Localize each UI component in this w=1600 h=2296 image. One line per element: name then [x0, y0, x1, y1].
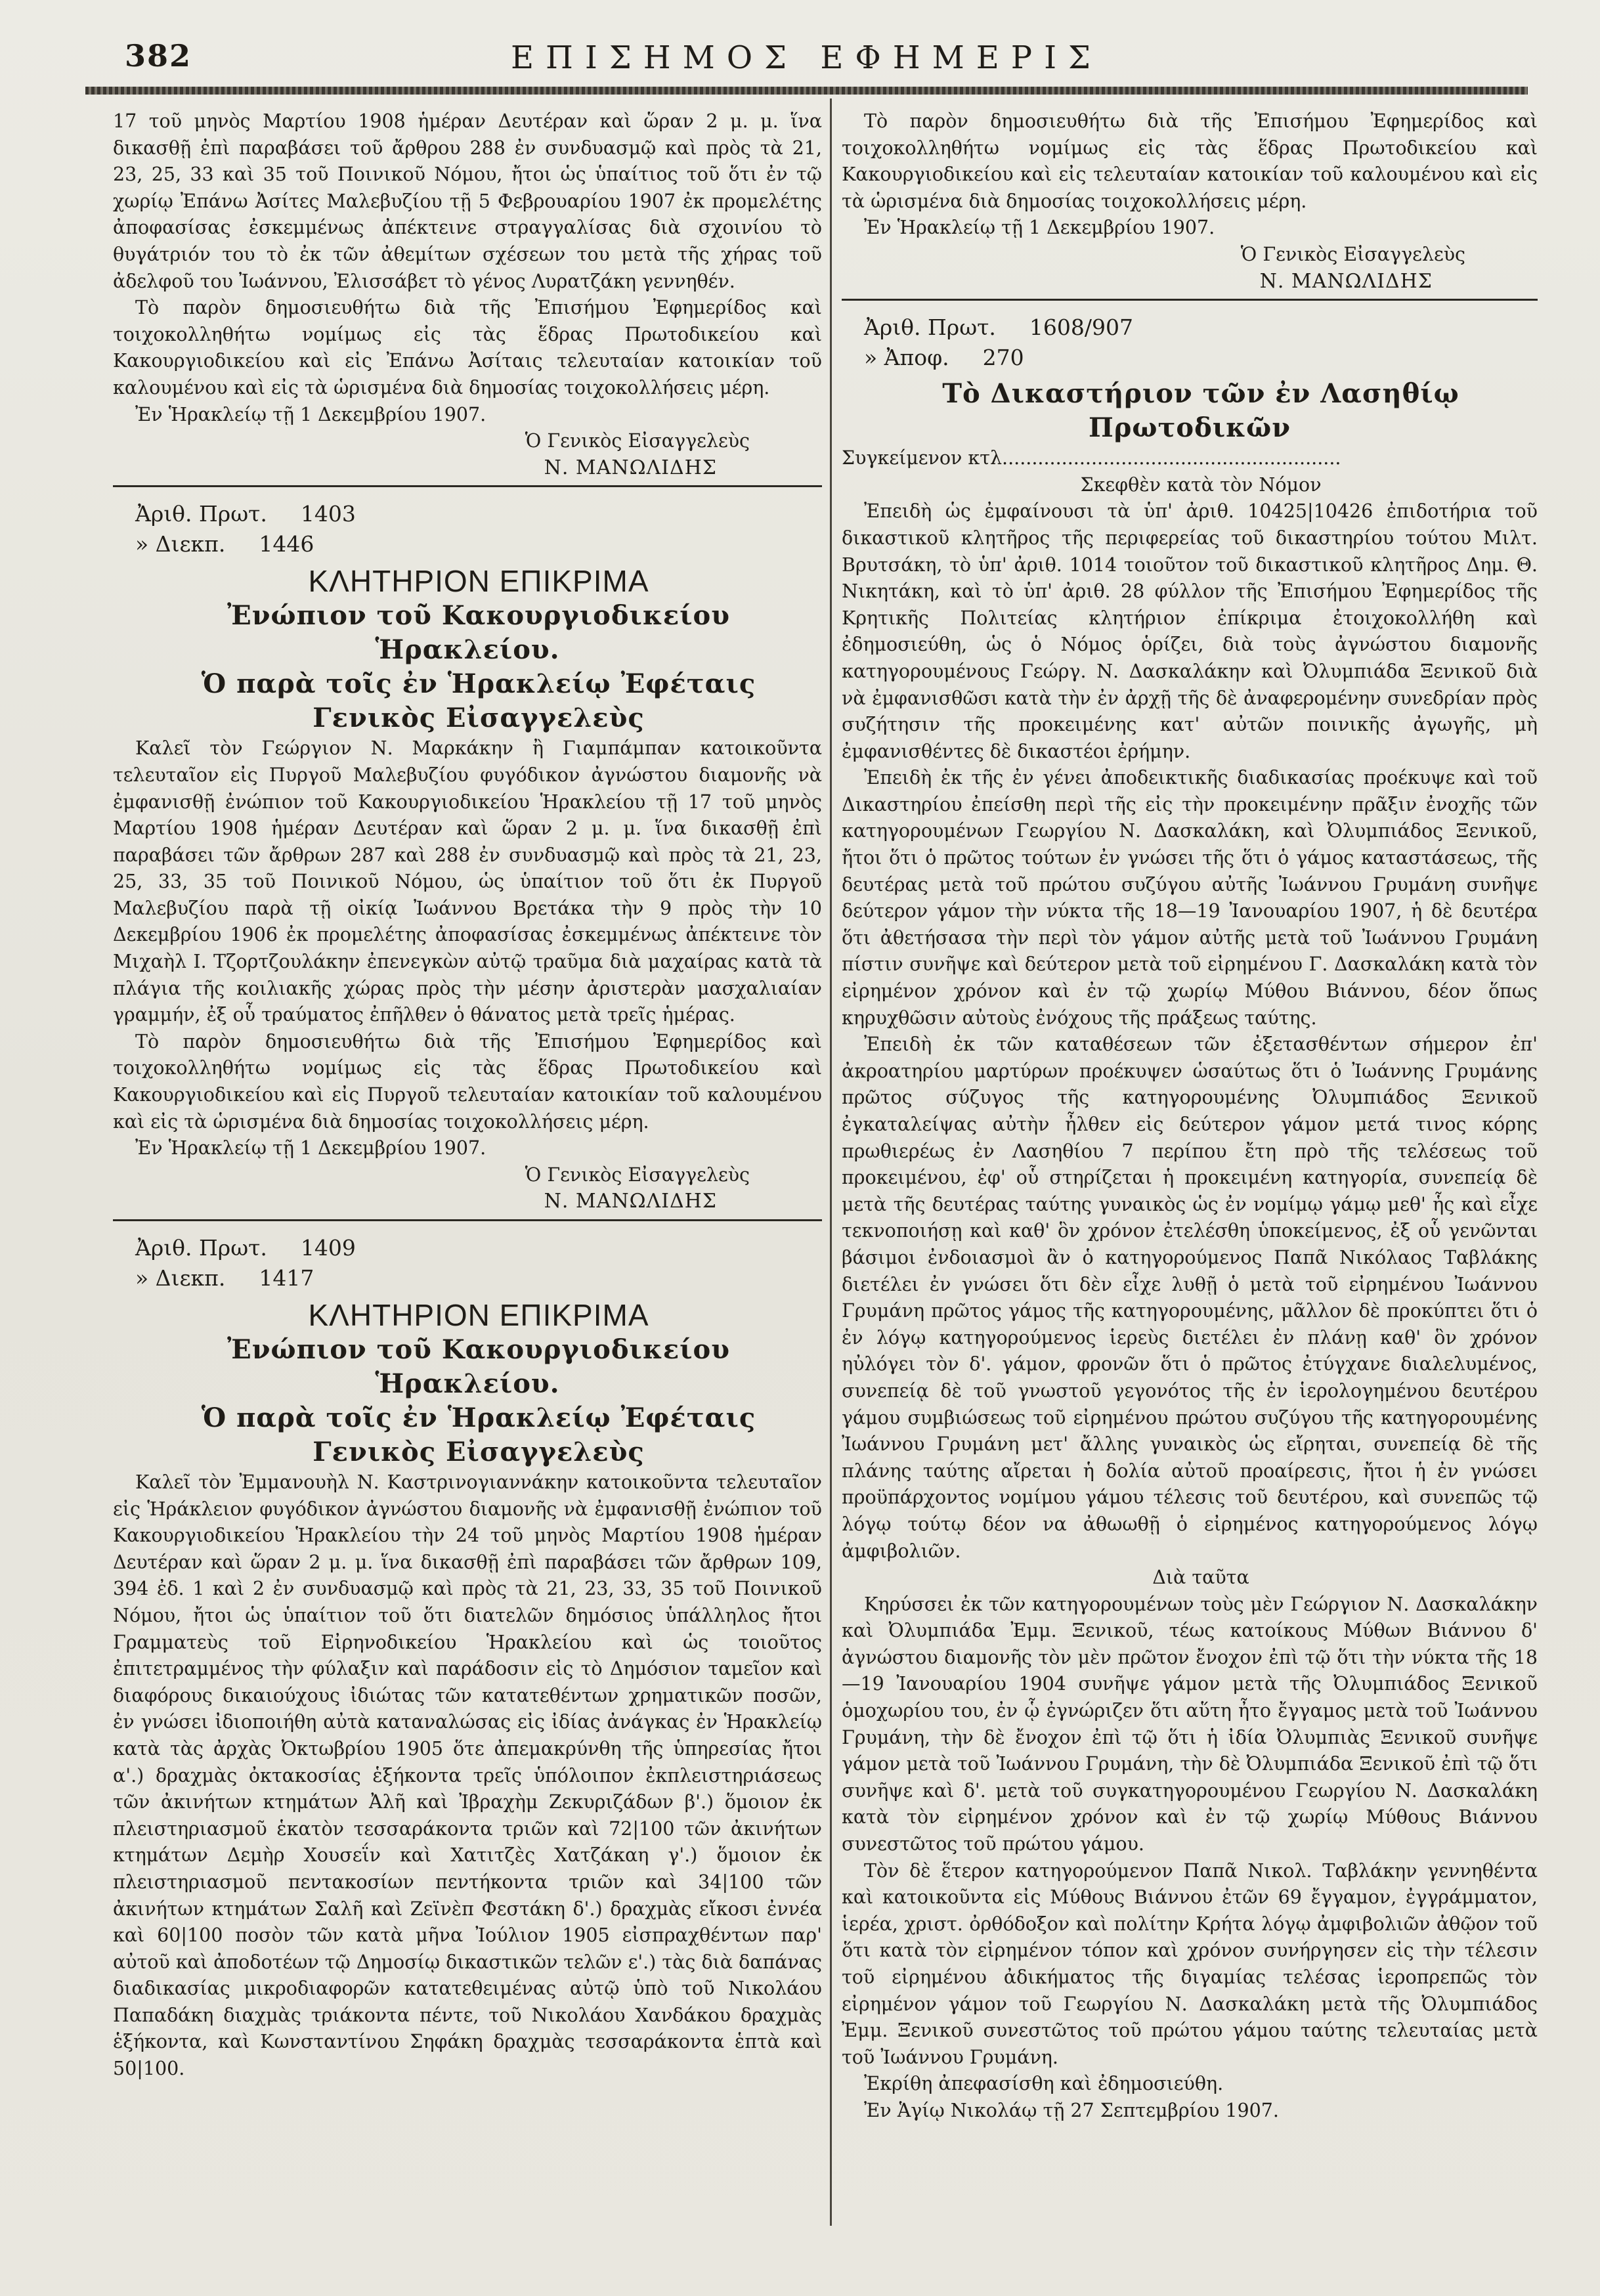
notice1-prosecutor-line2: Γενικὸς Εἰσαγγελεὺς: [313, 703, 645, 734]
diekp-number: 1417: [259, 1265, 314, 1291]
decision-para2: Ἐπειδὴ ἐκ τῆς ἐν γένει ἀποδεικτικῆς διαδικασίας προέκυψε καὶ τοῦ Δικαστηρίου ἐπείσθη περὶ τῆς εἰς τὴν προκειμένην πρᾶξιν ἐνοχῆς τῶν κατηγορουμένων Γεωργίου Ν. Δασκαλάκη, καὶ Ὀλυμπιάδος Ξενικοῦ, ἤτοι ὅτι ὁ πρῶτος τούτων ἐν γνώσει τῆς ὅτι ὁ γάμος καταστάσεως, τῆς δευτέρας μετὰ τοῦ πρώτου συζύγου αὐτῆς Ἰωάννου Γρυμάνη συνῆψε δεύτερον γάμον τὴν νύκτα τῆς 18—19 Ἰανουαρίου 1907, ἡ δὲ δευτέρα ὅτι ἀθετήσασα τὴν περὶ τὸν γάμον αὐτῆς μετὰ τοῦ Ἰωάννου Γρυμάνη πίστιν συνῆψε καὶ δεύτερον μετὰ τοῦ εἰρημένου Γ. Δασκαλάκη κατὰ τὸν εἰρημένον χρόνον καὶ ἐν τῷ χωρίῳ Μύθου Βιάννου, δέον ὅπως κηρυχθῶσιν αὐτοὺς ἐνόχους τῆς πράξεως ταύτης.: [842, 767, 1538, 1029]
notice1-diekp: [113, 529, 822, 559]
notice2-meta: [113, 1233, 822, 1293]
notice1-body: Καλεῖ τὸν Γεώργιον Ν. Μαρκάκην ἢ Γιαμπάμπαν κατοικοῦντα τελευταῖον εἰς Πυργοῦ Μαλεβυζίου φυγόδικον ἀγνώστου διαμονῆς νὰ ἐμφανισθῇ ἐνώπιον τοῦ Κακουργιοδικείου Ἡρακλείου τῇ 17 τοῦ μηνὸς Μαρτίου 1908 ἡμέραν Δευτέραν καὶ ὥραν 2 μ. μ. ἵνα δικασθῇ ἐπὶ παραβάσει τῶν ἄρθρων 287 καὶ 288 ἐν συνδυασμῷ καὶ πρὸς τὰ 21, 23, 25, 33, 35 τοῦ Ποινικοῦ Νόμου, ὡς ὑπαίτιον τοῦ ὅτι ἐκ Πυργοῦ Μαλεβυζίου παρὰ τῇ οἰκίᾳ Ἰωάννου Βρετάκα τὴν 9 πρὸς τὴν 10 Δεκεμβρίου 1906 ἐκ προμελέτης ἀποφασίσας ἐσκεμμένως ἀπέκτεινε τὸν Μιχαὴλ Ι. Τζορτζουλάκην ἐπενεγκὼν αὐτῷ τραῦμα διὰ μαχαίρας κατὰ τὰ πλάγια τῆς κοιλιακῆς χώρας πρὸς τὴν μέσην ἀριστερὰν μασχαλιαίαν γραμμήν, ἐξ οὗ τραύματος ἐπῆλθεν ὁ θάνατος μετὰ τρεῖς ἡμέρας.: [113, 737, 822, 1026]
protocol-number: 1608/907: [1029, 314, 1133, 341]
apof-number: 270: [982, 345, 1024, 371]
notice1-dated: Ἐν Ἡρακλείῳ τῇ 1 Δεκεμβρίου 1907.: [135, 1137, 486, 1159]
right-signer-name: Ν. ΜΑΝΩΛΙΔΗΣ: [1259, 269, 1433, 293]
notice2-prosecutor-line2: Γενικὸς Εἰσαγγελεὺς: [313, 1437, 645, 1467]
diekp-label: » Διεκπ.: [135, 1265, 226, 1291]
notice1-prosecutor-line1: Ὁ παρὰ τοῖς ἐν Ἡρακλείῳ Ἐφέταις: [201, 668, 756, 700]
page-header: [98, 32, 1515, 91]
section-rule: [842, 299, 1538, 301]
notice1-publish: Τὸ παρὸν δημοσιευθήτω διὰ τῆς Ἐπισήμου Ἐφημερίδος καὶ τοιχοκολληθήτω νομίμως εἰς τὰς ἕδρας Πρωτοδικείου καὶ Κακουργιοδικείου καὶ εἰς Πυργοῦ τελευταίαν κατοικίαν τοῦ καλουμένου καὶ εἰς τὰ ὡρισμένα διὰ δημοσίας τοιχοκολλήσεις μέρη.: [113, 1030, 822, 1133]
section-rule: [113, 485, 822, 487]
notice1-court: Ἐνώπιον τοῦ Κακουργιοδικείου Ἡρακλείου.: [227, 600, 730, 666]
decision-para3: Ἐπειδὴ ἐκ τῶν καταθέσεων τῶν ἐξετασθέντων σήμερον ἐπ' ἀκροατηρίου μαρτύρων προέκυψεν ὡσαύτως ὅτι ὁ Ἰωάννης Γρυμάνης πρῶτος σύζυγος τῆς κατηγορουμένης Ὀλυμπιάδος Ξενικοῦ ἐγκαταλείψας αὐτὴν ἦλθεν εἰς δεύτερον γάμον μετά τινος κόρης πρωθιερέως ἐν Λασηθίου 7 περίπου ἔτη πρὸ τῆς τελέσεως τοῦ προκειμένου, ἐφ' οὗ στηρίζεται ἡ προκειμένη κατηγορία, συνεπείᾳ δὲ μετὰ τῆς δευτέρας ταύτης γυναικὸς ὡς ἐν νομίμῳ γάμῳ μεθ' ἧς καὶ εἶχε τεκνοποιήσῃ καὶ καθ' ὃν χρόνον ἐτελέσθη ὑποκείμενος, ἐξ οὗ γενῶνται βάσιμοι ἐνδοιασμοὶ ἂν ὁ κατηγορούμενος Παπᾶ Νικόλαος Ταβλάκης διετέλει ἐν γνώσει ὅτι δὲν εἶχε λυθῇ ὁ μετὰ τοῦ εἰρημένου Ἰωάννου Γρυμάνη πρῶτος γάμος τῆς κατηγορουμένης, μᾶλλον δὲ προκύπτει ὅτι ὁ ἐν λόγῳ κατηγορούμενος ἱερεὺς διετέλει ἐν πλάνῃ καθ' ὃν χρόνον ηὐλόγει τὸν δ'. γάμον, φρονῶν ὅτι ὁ πρῶτος ἐτύγχανε διαλελυμένος, συνεπείᾳ δὲ τοῦ γνωστοῦ γεγονότος τῆς ἐν ἱερολογημένου δευτέρου γάμου συμβιώσεως τοῦ εἰρημένου πρώτου συζύγου τῆς κατηγορουμένης Ἰωάννου Γρυμάνη μετ' ἄλλης γυναικὸς ὡς εἴρηται, συνεπείᾳ δὲ τῆς πλάνης ταύτης αἴρεται ἡ δολία αὐτοῦ προαίρεσις, ἤτοι ἡ ἐν γνώσει προϋπάρχοντος νομίμου γάμου τέλεσις τοῦ δευτέρου, καὶ συνεπῶς τῷ λόγῳ τούτῳ δέον να ἀθωωθῇ ὁ εἰρημένος κατηγορούμενος λόγῳ ἀμφιβολιῶν.: [842, 1033, 1538, 1562]
decision-para4: Κηρύσσει ἐκ τῶν κατηγορουμένων τοὺς μὲν Γεώργιον Ν. Δασκαλάκην καὶ Ὀλυμπιάδα Ἐμμ. Ξενικοῦ, τέως κατοίκους Μύθων Βιάννου δ' ἀγνώστου διαμονῆς τὸν μὲν πρῶτον ἔνοχον ἐπὶ τῷ ὅτι τὴν νύκτα τῆς 18—19 Ἰανουαρίου 1904 συνῆψε γάμον μετὰ τῆς Ὀλυμπιάδος Ξενικοῦ ὁμοχωρίου του, ἐν ᾧ ἐγνώριζεν ὅτι αὕτη ἦτο ἔγγαμος μετὰ τοῦ Ἰωάννου Γρυμάνη, τὴν δὲ ἔνοχον ἐπὶ τῷ ὅτι ἡ ἰδία Ὀλυμπιὰς Ξενικοῦ συνῆψε γάμον μετὰ τοῦ Ἰωάννου Γρυμάνη, τὴν δὲ Ὀλυμπιάδα Ξενικοῦ ἐπὶ τῷ ὅτι συνῆψε καὶ δ'. μετὰ τοῦ συγκατηγορουμένου Γεωργίου Ν. Δασκαλάκη κατὰ τὸν εἰρημένον χρόνον καὶ ἐν τῷ χωρίῳ Μύθους Βιάννου συνεστῶτος τοῦ πρώτου γάμου.: [842, 1593, 1538, 1855]
protocol-number: 1403: [300, 501, 356, 527]
notice1-signer-title: Ὁ Γενικὸς Εἰσαγγελεὺς: [525, 1163, 750, 1186]
protocol-label: Ἀριθ. Πρωτ.: [135, 1235, 267, 1261]
decision-para6: Ἐκρίθη ἀπεφασίσθη καὶ ἐδημοσιεύθη.: [864, 2073, 1224, 2095]
diekp-number: 1446: [259, 531, 314, 557]
header-rule: [85, 87, 1528, 95]
decision-apof: [842, 343, 1538, 373]
protocol-number: 1409: [300, 1235, 356, 1261]
left-column: [113, 108, 822, 2083]
convened-line: Συγκείμενον κτλ.........................................................: [842, 447, 1341, 469]
decision-para1: Ἐπειδὴ ὡς ἐμφαίνουσι τὰ ὑπ' ἀριθ. 10425|10426 ἐπιδοτήρια τοῦ δικαστικοῦ κλητῆρος τῆς περιφερείας τοῦ δικαστηρίου τούτου Μιλτ. Βρυτσάκη, τὸ ὑπ' ἀριθ. 1014 τοιοῦτον τοῦ δικαστικοῦ κλητῆρος Δημ. Θ. Νικητάκη, καὶ τὸ ὑπ' ἀριθ. 28 φύλλον τῆς Ἐπισήμου Ἐφημερίδος τῆς Κρητικῆς Πολιτείας κλητήριον ἐπίκριμα ἐτοιχοκολλήθη καὶ ἐδημοσιεύθη, ὡς ὁ Νόμος ὁρίζει, διὰ τοὺς ἀγνώστου διαμονῆς κατηγορουμένους Γεώργ. Ν. Δασκαλάκην καὶ Ὀλυμπιάδα Ξενικοῦ διὰ νὰ ἐμφανισθῶσι κατὰ τὴν ἐν ἀρχῇ τῆς δὲ ἀναφερομένην συνεδρίαν πρὸς συζήτησιν τῆς προκειμένης κατ' αὐτῶν ποινικῆς ἀγωγῆς, μὴ ἐμφανισθέντες δὲ δικαστέοι ἐρήμην.: [842, 500, 1538, 762]
right-column: [842, 108, 1538, 2125]
protocol-label: Ἀριθ. Πρωτ.: [864, 314, 996, 341]
notice2-body: Καλεῖ τὸν Ἐμμανουὴλ Ν. Καστρινογιαννάκην κατοικοῦντα τελευταῖον εἰς Ἡράκλειον φυγόδικον ἀγνώστου διαμονῆς νὰ ἐμφανισθῇ ἐνώπιον τοῦ Κακουργιοδικείου Ἡρακλείου τὴν 24 τοῦ μηνὸς Μαρτίου 1908 ἡμέραν Δευτέραν καὶ ὥραν 2 μ. μ. ἵνα δικασθῇ ἐπὶ παραβάσει τῶν ἄρθρων 109, 394 ἐδ. 1 καὶ 2 ἐν συνδυασμῷ καὶ πρὸς τὰ 21, 23, 33, 35 τοῦ Ποινικοῦ Νόμου, ἤτοι ὡς ὑπαίτιον τοῦ ὅτι διατελῶν δημόσιος ὑπάλληλος ἤτοι Γραμματεὺς τοῦ Εἰρηνοδικείου Ἡρακλείου καὶ ὡς τοιοῦτος ἐπιτετραμμένος τὴν φύλαξιν καὶ παράδοσιν εἰς τὸ Δημόσιον ταμεῖον καὶ διαφόρους δικαιούχους ἰδιώτας τῶν κατατεθέντων χρηματικῶν ποσῶν, ἐν γνώσει ἰδιοποιήθη αὐτὰ καταναλώσας εἰς ἰδίας ἀνάγκας ἐν Ἡρακλείῳ κατὰ τὰς ἀρχὰς Ὀκτωβρίου 1905 ὅτε ἀπεμακρύνθη τῆς ὑπηρεσίας ἤτοι α'.) δραχμὰς ὀκτακοσίας ἑξήκοντα τρεῖς ὑπόλοιπον ἐκπλειστηριάσεως τῶν ἀκινήτων κτημάτων Ἀλῆ καὶ Ἰβραχὴμ Ζεκυριζάδων β'.) ὅμοιον ἐκ πλειστηριασμοῦ ἑκατὸν τεσσαράκοντα τριῶν καὶ 72|100 τῶν ἀκινήτων κτημάτων Δεμὴρ Χουσεΐν καὶ Χατιτζὲς Χατζάκαη γ'.) ὅμοιον ἐκ πλειστηριασμοῦ πεντακοσίων πεντήκοντα τριῶν καὶ 34|100 τῶν ἀκινήτων κτημάτων Σαλῆ καὶ Ζεϊνὲπ Φεστάκη δ'.) δραχμὰς εἴκοσι ἐννέα καὶ 60|100 ποσὸν τῶν κατὰ μῆνα Ἰούλιον 1905 εἰσπραχθέντων παρ' αὐτοῦ καὶ ἀποδοτέων τῷ Δημοσίῳ δικαστικῶν τελῶν ε'.) τὰς διὰ δαπάνας διαδικασίας μικροδιαφορῶν κατατεθειμένας αὐτῷ ὑπὸ τοῦ Νικολάου Παπαδάκη διαχμὰς τριάκοντα πέντε, τοῦ Νικολάου Χανδάκου δραχμὰς ἑξήκοντα, καὶ Κωνσταντίνου Σηφάκη δραχμὰς τεσσαράκοντα ἑπτὰ καὶ 50|100.: [113, 1471, 822, 2080]
signer-name: Ν. ΜΑΝΩΛΙΔΗΣ: [544, 456, 717, 479]
decision-protocol: [842, 313, 1538, 343]
notice2-protocol: [113, 1233, 822, 1263]
column-divider: [830, 98, 832, 2226]
decision-para5: Τὸν δὲ ἕτερον κατηγορούμενον Παπᾶ Νικολ. Ταβλάκην γεννηθέντα καὶ κατοικοῦντα εἰς Μύθους Βιάννου ἐτῶν 69 ἔγγαμον, ἐγγράμματον, ἱερέα, χριστ. ὀρθόδοξον καὶ πολίτην Κρήτα λόγῳ ἀμφιβολιῶν ἀθῷον τοῦ ὅτι κατὰ τὸν εἰρημένον τόπον καὶ χρόνον συνήργησεν εἰς τὴν τέλεσιν τοῦ εἰρημένου ἀδικήματος τῆς διγαμίας τελέσας ἱεροπρεπῶς τὸν εἰρημένον γάμον τοῦ Γεωργίου Ν. Δασκαλάκη μετὰ τῆς Ὀλυμπιάδος Ἐμμ. Ξενικοῦ συνεστῶτος τοῦ πρώτου γάμου ταύτης τελευταίας μετὰ τοῦ Ἰωάννου Γρυμάνη.: [842, 1859, 1538, 2068]
notice1-title: ΚΛΗΤΗΡΙΟΝ ΕΠΙΚΡΙΜΑ: [308, 564, 649, 599]
notice2-prosecutor-line1: Ὁ παρὰ τοῖς ἐν Ἡρακλείῳ Ἐφέταις: [201, 1402, 756, 1433]
right-top-paragraph: Τὸ παρὸν δημοσιευθήτω διὰ τῆς Ἐπισήμου Ἐφημερίδος καὶ τοιχοκολληθήτω νομίμως εἰς τὰς ἕδρας Πρωτοδικείου καὶ Κακουργιοδικείου καὶ εἰς τελευταίαν κατοικίαν τοῦ καλουμένου καὶ εἰς τὰ ὡρισμένα διὰ δημοσίας τοιχοκολλήσεις μέρη.: [842, 110, 1538, 212]
running-title: ΕΠΙΣΗΜΟΣ ΕΦΗΜΕΡΙΣ: [511, 39, 1102, 76]
page-number: 382: [125, 38, 192, 74]
diekp-label: » Διεκπ.: [135, 531, 226, 557]
therefore-line: Διὰ ταῦτα: [1152, 1567, 1249, 1589]
intro-paragraph: 17 τοῦ μηνὸς Μαρτίου 1908 ἡμέραν Δευτέραν καὶ ὥραν 2 μ. μ. ἵνα δικασθῇ ἐπὶ παραβάσει τοῦ ἄρθρου 288 ἐν συνδυασμῷ καὶ πρὸς τὰ 21, 23, 25, 33 καὶ 35 τοῦ Ποινικοῦ Νόμου, ἤτοι ὡς ὑπαίτιος τοῦ ὅτι ἐν τῷ χωρίῳ Ἐπάνω Ἀσίτες Μαλεβυζίου τῇ 5 Φεβρουαρίου 1907 ἐκ προμελέτης ἀποφασίσας ἐσκεμμένως ἀπέκτεινε στραγγαλίσας διὰ σχοινίου τὸ θυγάτριόν του τὸ ἐκ τῶν ἀθεμίτων σχέσεων του μετὰ τῆς χήρας τοῦ ἀδελφοῦ του Ἰωάννου, Ἐλισσάβετ τὸ γένος Λυρατζάκη γεννηθέν.: [113, 110, 822, 292]
considered-line: Σκεφθὲν κατὰ τὸν Νόμον: [1080, 473, 1322, 496]
notice1-meta: [113, 499, 822, 559]
notice2-title: ΚΛΗΤΗΡΙΟΝ ΕΠΙΚΡΙΜΑ: [308, 1298, 649, 1332]
notice1-signer-name: Ν. ΜΑΝΩΛΙΔΗΣ: [544, 1190, 717, 1213]
signer-title: Ὁ Γενικὸς Εἰσαγγελεὺς: [525, 430, 750, 452]
right-signer-title: Ὁ Γενικὸς Εἰσαγγελεὺς: [1240, 243, 1465, 265]
final-dated: Ἐν Ἁγίῳ Νικολάῳ τῇ 27 Σεπτεμβρίου 1907.: [864, 2099, 1279, 2121]
court-title: Τὸ Δικαστήριον τῶν ἐν Λασηθίῳ Πρωτοδικῶν: [942, 378, 1459, 444]
section-rule: [113, 1219, 822, 1221]
decision-meta: [842, 313, 1538, 373]
notice2-diekp: [113, 1263, 822, 1293]
publish-paragraph: Τὸ παρὸν δημοσιευθήτω διὰ τῆς Ἐπισήμου Ἐφημερίδος καὶ τοιχοκολληθήτω νομίμως εἰς τὰς ἕδρας Πρωτοδικείου καὶ Κακουργιοδικείου καὶ εἰς Ἐπάνω Ἀσίταις τελευταίαν κατοικίαν τοῦ καλουμένου καὶ εἰς τὰ ὡρισμένα διὰ δημοσίας τοιχοκολλήσεις μέρη.: [113, 297, 822, 399]
notice1-protocol: [113, 499, 822, 529]
notice2-court: Ἐνώπιον τοῦ Κακουργιοδικείου Ἡρακλείου.: [227, 1334, 730, 1399]
apof-label: » Ἀποφ.: [864, 345, 949, 371]
dated-line: Ἐν Ἡρακλείῳ τῇ 1 Δεκεμβρίου 1907.: [135, 403, 486, 425]
right-dated: Ἐν Ἡρακλείῳ τῇ 1 Δεκεμβρίου 1907.: [864, 217, 1215, 239]
protocol-label: Ἀριθ. Πρωτ.: [135, 501, 267, 527]
